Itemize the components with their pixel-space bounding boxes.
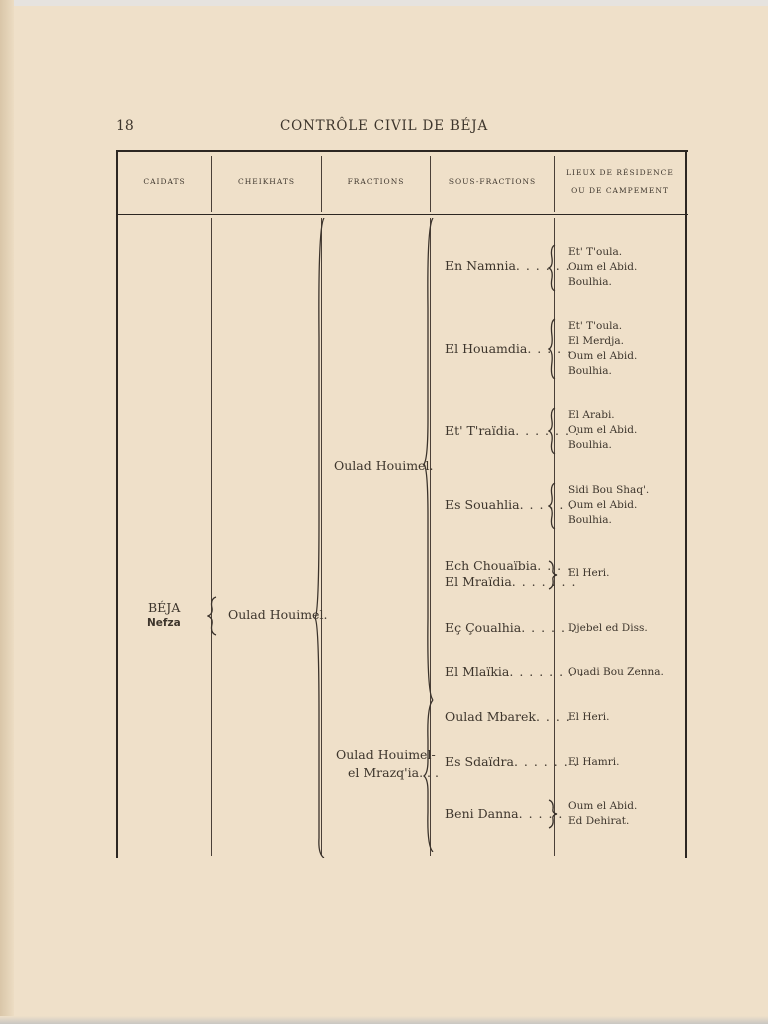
cheikhat-brace <box>314 218 328 858</box>
leader-dots: . . . . <box>537 558 573 573</box>
sous-fraction-name: Et' T'raïdia <box>445 423 516 438</box>
sous-fraction-name: En Namnia <box>445 258 516 273</box>
lieu-item: Sidi Bou Shaq'. <box>568 484 650 496</box>
column-separator <box>211 218 212 856</box>
leader-dots: . . . . . . . <box>513 754 579 769</box>
lieux-brace <box>548 799 558 829</box>
sous-fraction-row <box>445 754 579 769</box>
running-head: CONTRÔLE CIVIL DE BÉJA <box>279 118 489 134</box>
lieux-group <box>568 665 664 680</box>
sous-fraction-row <box>445 423 580 438</box>
leader-dots: . . . . . . <box>519 497 575 512</box>
lieu-item: Ouadi Bou Zenna. <box>568 666 664 678</box>
header-lieux <box>555 150 685 214</box>
caidat-subname: Nefza <box>147 617 181 629</box>
header-rule <box>116 214 688 215</box>
sous-fraction-row <box>445 709 571 724</box>
leader-dots: . . . . . . <box>521 620 576 635</box>
leader-dots: . . . . <box>535 709 571 724</box>
header-lieux-line2: OU DE CAMPEMENT <box>571 186 669 195</box>
lieu-item: Ed Dehirat. <box>568 815 630 827</box>
lieux-group <box>568 621 648 636</box>
sous-fraction-name: Es Sdaïdra <box>445 754 514 769</box>
leader-dots: . . . . . . . <box>515 258 581 273</box>
leader-dots: . . . . . . . <box>515 423 580 438</box>
table-left-border <box>116 150 118 858</box>
lieu-item: El Heri. <box>568 567 610 579</box>
lieux-group <box>568 710 609 725</box>
lieu-item: Djebel ed Diss. <box>568 622 648 634</box>
lieu-item: Oum el Abid. <box>568 499 638 511</box>
sous-fraction-name: Es Souahlia <box>445 497 520 512</box>
lieu-item: Oum el Abid. <box>568 800 638 812</box>
lieu-item: Et' T'oula. <box>568 246 623 258</box>
leader-dots: . . . . . . . . <box>509 664 584 679</box>
header-caidats: CAIDATS <box>143 177 186 186</box>
lieux-brace <box>548 244 558 292</box>
sous-fraction-row <box>445 258 581 273</box>
fraction-1: Oulad Houimel. <box>334 458 434 473</box>
sous-fraction-name: Eç Çoualhia <box>445 620 522 635</box>
fraction-2-line1: Oulad Houimel- <box>336 747 436 762</box>
caidat-brace <box>207 596 219 636</box>
lieux-brace <box>548 318 558 380</box>
header-fractions: FRACTIONS <box>347 177 405 186</box>
sous-fraction-name: Beni Danna <box>445 806 519 821</box>
lieu-item: El Hamri. <box>568 756 620 768</box>
sous-fraction-name: El Mraïdia <box>445 574 512 589</box>
lieu-item: Boulhia. <box>568 276 612 288</box>
lieux-group <box>568 319 637 379</box>
lieu-item: El Arabi. <box>568 409 615 421</box>
header-lieux-line1: LIEUX DE RÉSIDENCE <box>566 168 674 177</box>
fraction-1-brace <box>423 218 437 700</box>
lieu-item: Oum el Abid. <box>568 261 638 273</box>
lieux-group <box>568 755 619 770</box>
sous-fraction-row <box>445 664 584 679</box>
fraction-2-brace <box>423 700 437 852</box>
page-top-edge <box>0 0 768 6</box>
lieu-item: Boulhia. <box>568 439 612 451</box>
sous-fraction-row <box>445 620 576 635</box>
lieu-item: Boulhia. <box>568 365 612 377</box>
lieux-group <box>568 245 637 290</box>
header-cheikhats: CHEIKHATS <box>237 177 295 186</box>
page-gutter <box>0 0 14 1024</box>
sous-fraction-name: El Mlaïkia <box>445 664 510 679</box>
fraction-2-line2: el Mrazq'ia. . . <box>348 765 439 780</box>
lieux-brace <box>548 407 558 455</box>
sous-fraction-name: El Houamdia <box>445 341 528 356</box>
leader-dots: . . . . . <box>518 806 564 821</box>
lieux-brace <box>548 482 558 530</box>
caidat-name: BÉJA <box>148 600 181 615</box>
lieu-item: El Merdja. <box>568 335 624 347</box>
lieu-item: Et' T'oula. <box>568 320 623 332</box>
lieux-group <box>568 408 637 453</box>
lieu-item: Boulhia. <box>568 514 612 526</box>
lieu-item: Oum el Abid. <box>568 350 638 362</box>
lieux-brace <box>548 560 558 590</box>
lieu-item: Oum el Abid. <box>568 424 638 436</box>
page-number: 18 <box>116 118 134 134</box>
header-sous-fractions: SOUS-FRACTIONS <box>448 177 537 186</box>
page-bottom-edge <box>0 1016 768 1024</box>
lieux-group <box>568 566 609 581</box>
leader-dots: . . . . . <box>527 341 573 356</box>
table-right-border <box>685 150 687 858</box>
sous-fraction-row <box>445 806 563 821</box>
lieux-group <box>568 799 637 829</box>
sous-fraction-name: Ech Chouaïbia <box>445 558 538 573</box>
lieu-item: El Heri. <box>568 711 610 723</box>
cheikhat-name: Oulad Houimel. <box>228 607 328 622</box>
lieux-group <box>568 483 649 528</box>
sous-fraction-name: Oulad Mbarek <box>445 709 536 724</box>
leader-dots: . . . . . . . <box>511 574 577 589</box>
